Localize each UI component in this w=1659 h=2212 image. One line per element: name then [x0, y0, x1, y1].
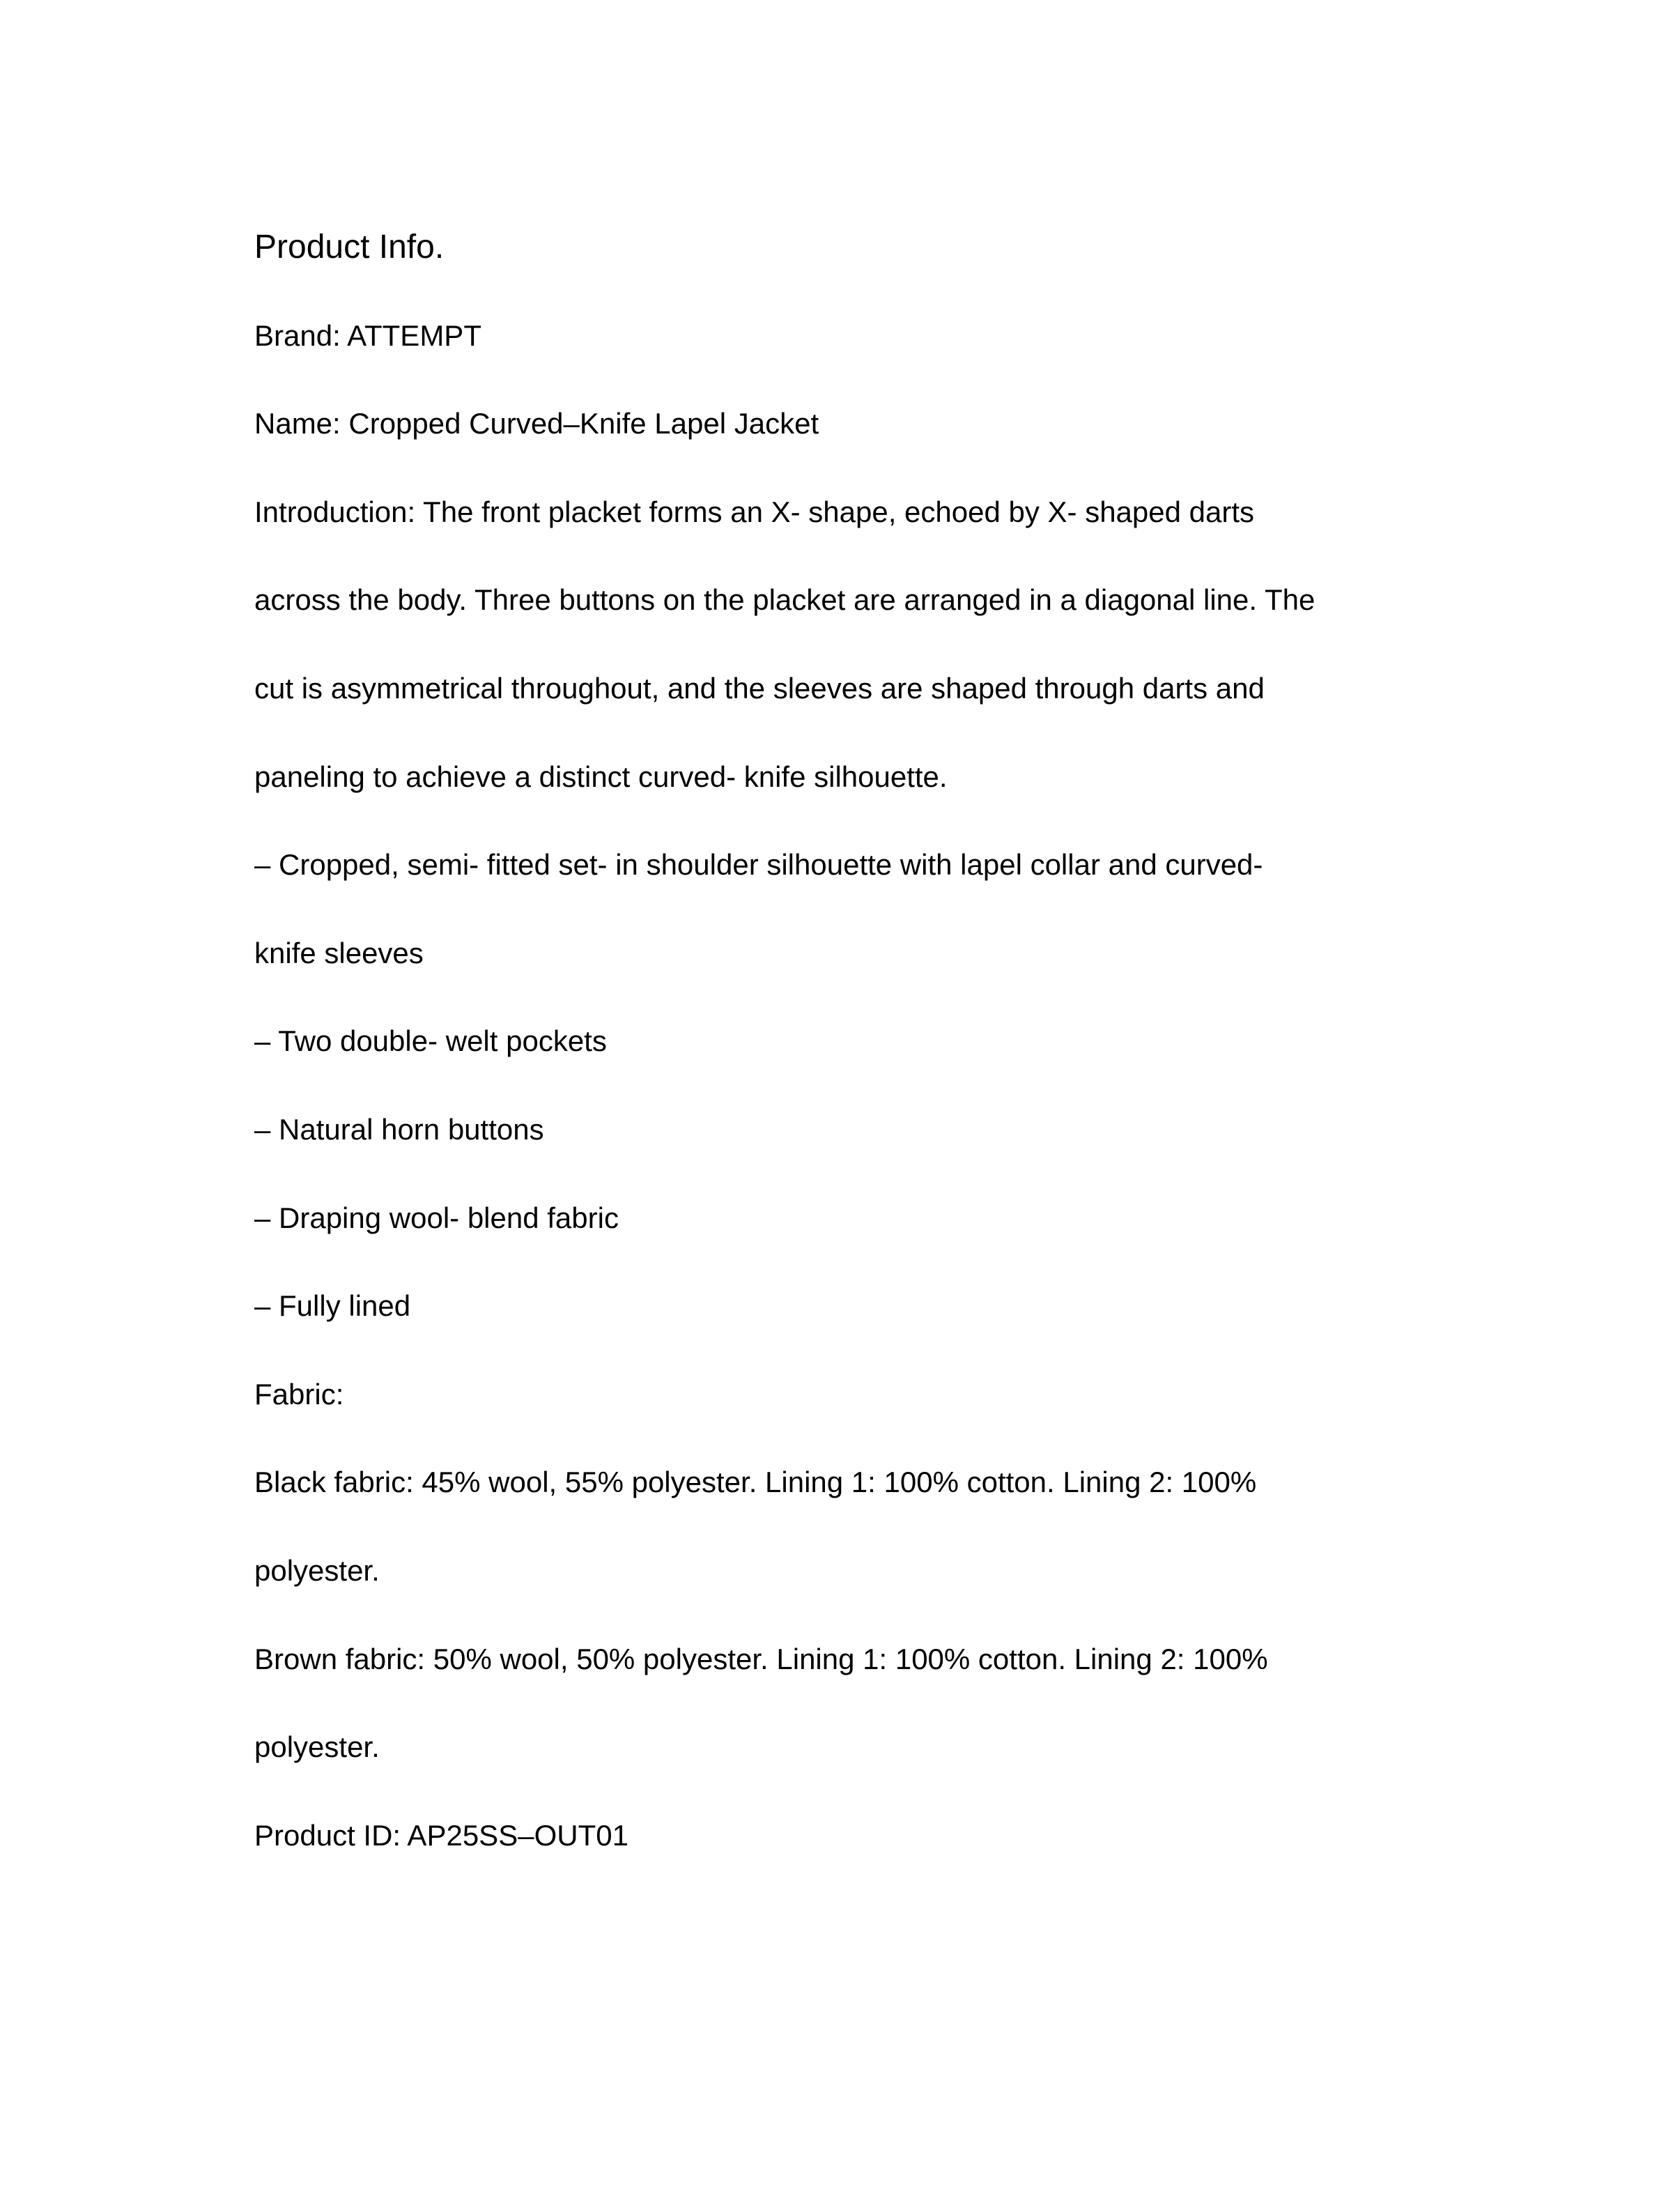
introduction-paragraph [254, 468, 1315, 821]
introduction-line: paneling to achieve a distinct curved- knife silhouette. [254, 760, 948, 793]
feature-item: – Two double- welt pockets [254, 1024, 607, 1058]
feature-item: – Draping wool- blend fabric [254, 1201, 619, 1234]
introduction-line: cut is asymmetrical throughout, and the sleeves are shaped through darts and [254, 671, 1265, 705]
document-title: Product Info. [254, 229, 445, 266]
product-id-line: Product ID: AP25SS–OUT01 [254, 1818, 628, 1852]
feature-list [254, 821, 1315, 1351]
name-line: Name: Cropped Curved–Knife Lapel Jacket [254, 407, 819, 440]
introduction-line: Introduction: The front placket forms an X- shape, echoed by X- shaped darts [254, 495, 1255, 528]
introduction-line: across the body. Three buttons on the placket are arranged in a diagonal line. The [254, 583, 1315, 617]
product-info-document [254, 203, 1315, 1880]
fabric-line: Brown fabric: 50% wool, 50% polyester. Lining 1: 100% cotton. Lining 2: 100% [254, 1642, 1268, 1675]
feature-item: knife sleeves [254, 936, 424, 969]
fabric-line: polyester. [254, 1730, 380, 1764]
fabric-heading: Fabric: [254, 1377, 344, 1411]
feature-item: – Natural horn buttons [254, 1112, 544, 1146]
feature-item: – Cropped, semi- fitted set- in shoulder silhouette with lapel collar and curved- [254, 848, 1263, 882]
fabric-line: Black fabric: 45% wool, 55% polyester. Lining 1: 100% cotton. Lining 2: 100% [254, 1466, 1257, 1499]
fabric-details [254, 1438, 1315, 1791]
fabric-line: polyester. [254, 1553, 380, 1587]
brand-line: Brand: ATTEMPT [254, 318, 481, 352]
feature-item: – Fully lined [254, 1289, 411, 1323]
